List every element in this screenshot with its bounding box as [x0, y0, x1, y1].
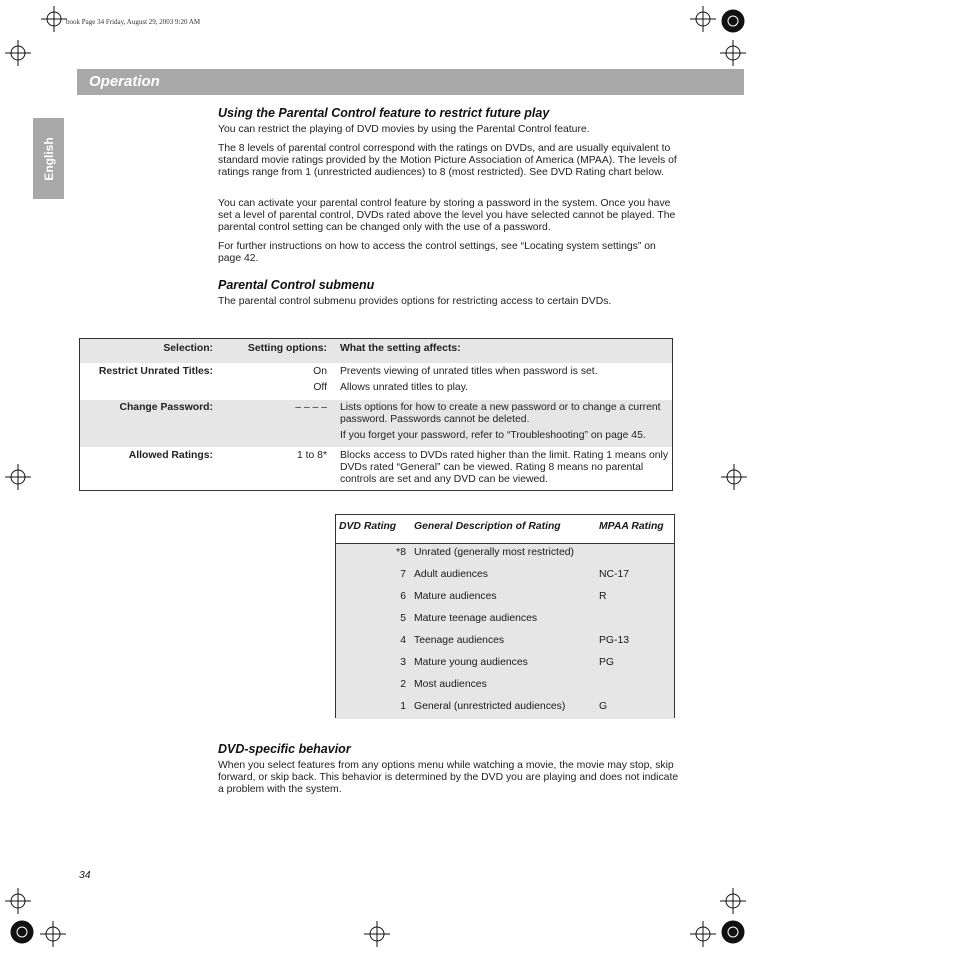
page-number: 34 — [79, 870, 91, 881]
column-header: Setting options: — [247, 343, 327, 354]
column-header: Selection: — [163, 343, 213, 354]
rating-cell: 2 — [400, 679, 406, 690]
mpaa-cell: R — [599, 591, 607, 602]
rating-cell: 7 — [400, 569, 406, 580]
settings-table — [79, 338, 673, 491]
header-bar — [77, 69, 744, 95]
registration-mark-icon — [5, 888, 31, 914]
section-heading-dvd-behavior: DVD-specific behavior — [218, 742, 351, 756]
description-cell: Most audiences — [414, 679, 487, 690]
language-tab-label: English — [41, 136, 56, 181]
column-header: What the setting affects: — [340, 343, 461, 354]
table-cell-selection: Change Password: — [119, 402, 213, 413]
registration-mark-icon — [9, 919, 35, 945]
table-cell-option: On — [313, 366, 327, 377]
mpaa-cell: G — [599, 701, 608, 712]
rating-cell: 1 — [400, 701, 406, 712]
paragraph: For further instructions on how to access the control settings, see “Locating system settings” on page 42. — [218, 241, 656, 265]
table-cell-option: 1 to 8* — [296, 450, 327, 461]
paragraph: When you select features from any options menu while watching a movie, the movie may stop, skip forward, or skip back. This behavior is determined by the DVD you are playing and does not indicate a problem with the system. — [218, 760, 679, 796]
registration-mark-icon — [41, 6, 67, 32]
rating-cell: *8 — [396, 547, 406, 558]
paragraph: You can activate your parental control feature by storing a password in the system. Once you have set a level of parental control, DVDs rated above the level you have selected cannot be played. The parental control setting can be changed only with the use of a password. — [218, 198, 676, 234]
mpaa-cell: PG — [599, 657, 615, 668]
table-cell-selection: Restrict Unrated Titles: — [98, 366, 213, 377]
paragraph: You can restrict the playing of DVD movies by using the Parental Control feature. — [218, 124, 590, 135]
table-row — [336, 569, 674, 591]
registration-mark-icon — [720, 40, 746, 66]
description-cell: General (unrestricted audiences) — [414, 701, 566, 712]
rating-cell: 3 — [400, 657, 406, 668]
registration-mark-icon — [364, 921, 390, 947]
table-row — [336, 679, 674, 701]
column-header: DVD Rating — [339, 521, 397, 532]
registration-mark-icon — [690, 6, 716, 32]
paragraph: The parental control submenu provides options for restricting access to certain DVDs. — [218, 296, 612, 307]
table-cell-effect: Lists options for how to create a new password or to change a current password. Passwords cannot be deleted. — [340, 402, 661, 426]
table-cell-option: Off — [313, 382, 327, 393]
table-row — [336, 635, 674, 657]
table-body — [336, 543, 674, 719]
description-cell: Adult audiences — [414, 569, 488, 580]
mpaa-cell: NC-17 — [599, 569, 630, 580]
column-header: MPAA Rating — [599, 521, 664, 532]
print-meta: book Page 34 Friday, August 29, 2003 9:20 AM — [66, 18, 201, 26]
rating-cell: 5 — [400, 613, 406, 624]
registration-mark-icon — [720, 8, 746, 34]
registration-mark-icon — [5, 464, 31, 490]
table-row — [336, 613, 674, 635]
registration-mark-icon — [720, 888, 746, 914]
registration-mark-icon — [40, 921, 66, 947]
table-cell-effect: If you forget your password, refer to “Troubleshooting” on page 45. — [340, 430, 646, 441]
table-cell-effect: Allows unrated titles to play. — [340, 382, 469, 393]
page-title: Operation — [89, 73, 160, 90]
table-row — [336, 701, 674, 723]
table-cell-effect: Prevents viewing of unrated titles when password is set. — [340, 366, 598, 377]
registration-mark-icon — [721, 464, 747, 490]
description-cell: Mature young audiences — [414, 657, 528, 668]
table-cell-selection: Allowed Ratings: — [128, 450, 213, 461]
rating-cell: 6 — [400, 591, 406, 602]
table-row — [336, 657, 674, 679]
table-cell-effect: Blocks access to DVDs rated higher than the limit. Rating 1 means only DVDs rated “General” can be viewed. Rating 8 means no parental controls are set and any DVD can be viewed. — [340, 450, 669, 486]
mpaa-cell: PG-13 — [599, 635, 630, 646]
description-cell: Unrated (generally most restricted) — [414, 547, 574, 558]
description-cell: Teenage audiences — [414, 635, 505, 646]
table-cell-option: – – – – — [295, 402, 327, 413]
table-row — [336, 547, 674, 569]
description-cell: Mature teenage audiences — [414, 613, 538, 624]
registration-mark-icon — [690, 921, 716, 947]
section-heading-submenu: Parental Control submenu — [218, 278, 375, 292]
column-header: General Description of Rating — [414, 521, 561, 532]
description-cell: Mature audiences — [414, 591, 497, 602]
dvd-rating-table — [335, 514, 675, 718]
table-row — [336, 591, 674, 613]
registration-mark-icon — [5, 40, 31, 66]
registration-mark-icon — [720, 919, 746, 945]
section-heading-parental-control: Using the Parental Control feature to restrict future play — [218, 106, 550, 120]
language-tab — [33, 118, 64, 199]
rating-cell: 4 — [400, 635, 406, 646]
paragraph: The 8 levels of parental control correspond with the ratings on DVDs, and are usually equivalent to standard movie ratings provided by the Motion Picture Association of America (MPAA). The levels of ratings range from 1 (unrestricted audiences) to 8 (most restricted). See DVD Rating chart below. — [218, 143, 677, 179]
